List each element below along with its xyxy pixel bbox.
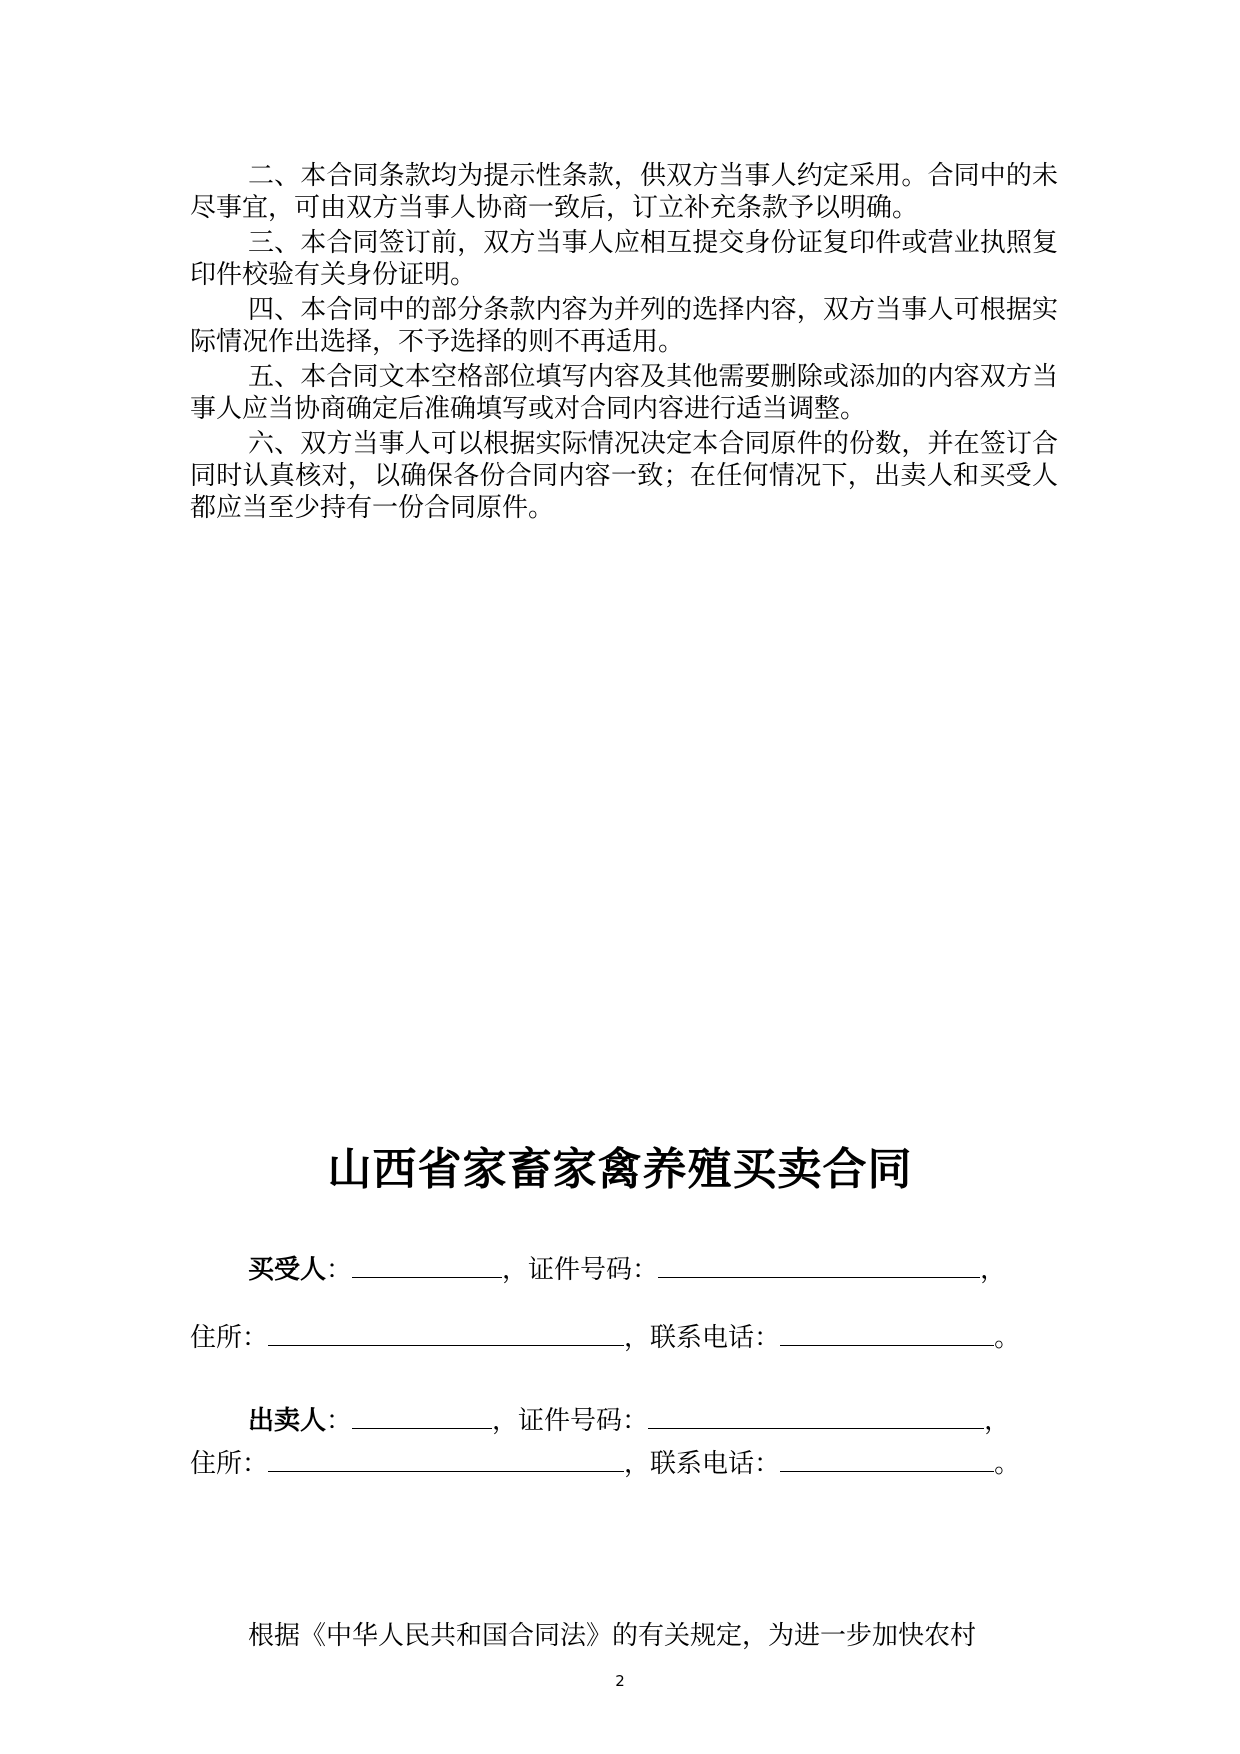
seller-id-field[interactable] bbox=[648, 1404, 984, 1429]
body-paragraph bbox=[190, 1618, 976, 1654]
body-text: 根据《中华人民共和国合同法》的有关规定，为进一步加快农村 bbox=[248, 1621, 977, 1651]
seller-id-label: 证件号码 bbox=[518, 1406, 623, 1436]
instructions-section bbox=[190, 160, 1058, 527]
page-number: 2 bbox=[615, 1672, 625, 1690]
note-5: 五、本合同文本空格部位填写内容及其他需要删除或添加的内容双方当事人应当协商确定后准确填写或对合同内容进行适当调整。 bbox=[190, 362, 1058, 424]
seller-line-1: 出卖人： ，证件号码： ， bbox=[248, 1406, 1011, 1436]
seller-address-label: 住所 bbox=[190, 1449, 243, 1479]
contract-title: 山西省家畜家禽养殖买卖合同 bbox=[327, 1144, 913, 1195]
note-4: 四、本合同中的部分条款内容为并列的选择内容，双方当事人可根据实际情况作出选择，不予选择的则不再适用。 bbox=[190, 295, 1058, 357]
buyer-phone-label: 联系电话 bbox=[650, 1323, 755, 1353]
buyer-line-1: 买受人： ，证件号码： ， bbox=[248, 1255, 1007, 1285]
buyer-label: 买受人 bbox=[248, 1255, 327, 1285]
seller-phone-field[interactable] bbox=[780, 1447, 994, 1472]
seller-line-2: 住所： ，联系电话： 。 bbox=[190, 1449, 1021, 1479]
buyer-line-2: 住所： ，联系电话： 。 bbox=[190, 1323, 1021, 1353]
note-3: 三、本合同签订前，双方当事人应相互提交身份证复印件或营业执照复印件校验有关身份证明。 bbox=[190, 228, 1058, 290]
seller-phone-label: 联系电话 bbox=[650, 1449, 755, 1479]
buyer-address-label: 住所 bbox=[190, 1323, 243, 1353]
buyer-id-field[interactable] bbox=[658, 1253, 980, 1278]
buyer-phone-field[interactable] bbox=[780, 1321, 994, 1346]
buyer-id-label: 证件号码 bbox=[528, 1255, 633, 1285]
buyer-address-field[interactable] bbox=[268, 1321, 624, 1346]
seller-name-field[interactable] bbox=[352, 1404, 492, 1429]
buyer-name-field[interactable] bbox=[352, 1253, 502, 1278]
note-2: 二、本合同条款均为提示性条款，供双方当事人约定采用。合同中的未尽事宜，可由双方当事人协商一致后，订立补充条款予以明确。 bbox=[190, 161, 1058, 223]
note-6: 六、双方当事人可以根据实际情况决定本合同原件的份数，并在签订合同时认真核对，以确保各份合同内容一致；在任何情况下，出卖人和买受人都应当至少持有一份合同原件。 bbox=[190, 429, 1058, 523]
seller-label: 出卖人 bbox=[248, 1406, 327, 1436]
seller-address-field[interactable] bbox=[268, 1447, 624, 1472]
